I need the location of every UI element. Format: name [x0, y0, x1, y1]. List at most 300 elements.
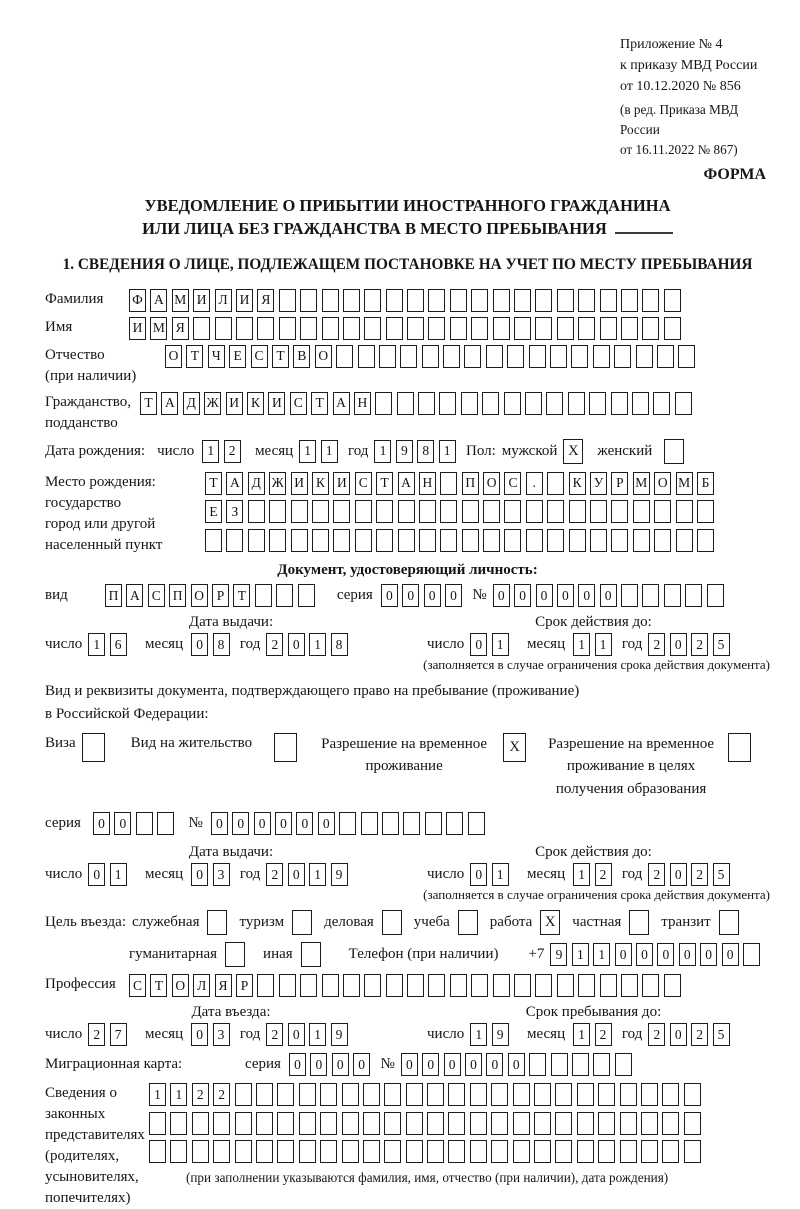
char-cell[interactable]: [572, 1053, 589, 1076]
char-cell[interactable]: 0: [254, 812, 271, 835]
char-cell[interactable]: Т: [272, 345, 289, 368]
char-cell[interactable]: [491, 1112, 508, 1135]
char-cell[interactable]: [363, 1112, 380, 1135]
purpose-work-checkbox[interactable]: X: [540, 910, 560, 935]
char-cell[interactable]: 0: [289, 1053, 306, 1076]
char-cell[interactable]: [642, 974, 659, 997]
char-cell[interactable]: [422, 345, 439, 368]
char-cell[interactable]: [590, 500, 607, 523]
char-cell[interactable]: К: [247, 392, 264, 415]
char-cell[interactable]: [513, 1140, 530, 1163]
char-cell[interactable]: 0: [288, 1023, 305, 1046]
char-cell[interactable]: [407, 289, 424, 312]
char-cell[interactable]: С: [504, 472, 521, 495]
char-cell[interactable]: Р: [236, 974, 253, 997]
char-cell[interactable]: 0: [114, 812, 131, 835]
edu-residence-checkbox[interactable]: [728, 733, 751, 762]
char-cell[interactable]: [557, 289, 574, 312]
char-cell[interactable]: 3: [213, 1023, 230, 1046]
char-cell[interactable]: А: [226, 472, 243, 495]
char-cell[interactable]: [529, 345, 546, 368]
char-cell[interactable]: 0: [536, 584, 553, 607]
char-cell[interactable]: [277, 1083, 294, 1106]
char-cell[interactable]: 2: [691, 633, 708, 656]
purpose-other-checkbox[interactable]: [301, 942, 321, 967]
char-cell[interactable]: [697, 500, 714, 523]
char-cell[interactable]: 1: [573, 633, 590, 656]
char-cell[interactable]: [213, 1112, 230, 1135]
char-cell[interactable]: 0: [465, 1053, 482, 1076]
char-cell[interactable]: [654, 529, 671, 552]
char-cell[interactable]: [235, 1140, 252, 1163]
char-cell[interactable]: [333, 500, 350, 523]
char-cell[interactable]: [568, 392, 585, 415]
char-cell[interactable]: [611, 392, 628, 415]
char-cell[interactable]: П: [169, 584, 186, 607]
residence-permit-checkbox[interactable]: [274, 733, 297, 762]
char-cell[interactable]: [343, 289, 360, 312]
char-cell[interactable]: 1: [110, 863, 127, 886]
char-cell[interactable]: [192, 1112, 209, 1135]
char-cell[interactable]: [578, 974, 595, 997]
char-cell[interactable]: И: [333, 472, 350, 495]
char-cell[interactable]: [355, 529, 372, 552]
char-cell[interactable]: Н: [419, 472, 436, 495]
char-cell[interactable]: М: [150, 317, 167, 340]
char-cell[interactable]: [448, 1140, 465, 1163]
char-cell[interactable]: А: [150, 289, 167, 312]
char-cell[interactable]: [255, 584, 272, 607]
char-cell[interactable]: 9: [492, 1023, 509, 1046]
char-cell[interactable]: [450, 289, 467, 312]
char-cell[interactable]: О: [191, 584, 208, 607]
char-cell[interactable]: [569, 529, 586, 552]
char-cell[interactable]: 0: [470, 633, 487, 656]
char-cell[interactable]: [504, 529, 521, 552]
char-cell[interactable]: 2: [691, 863, 708, 886]
char-cell[interactable]: [697, 529, 714, 552]
char-cell[interactable]: 1: [309, 863, 326, 886]
char-cell[interactable]: [446, 812, 463, 835]
char-cell[interactable]: 5: [713, 1023, 730, 1046]
char-cell[interactable]: [589, 392, 606, 415]
char-cell[interactable]: [382, 812, 399, 835]
char-cell[interactable]: [450, 974, 467, 997]
char-cell[interactable]: 0: [232, 812, 249, 835]
char-cell[interactable]: [593, 1053, 610, 1076]
char-cell[interactable]: Л: [215, 289, 232, 312]
char-cell[interactable]: [633, 500, 650, 523]
char-cell[interactable]: [364, 317, 381, 340]
char-cell[interactable]: [470, 1083, 487, 1106]
char-cell[interactable]: [322, 289, 339, 312]
char-cell[interactable]: [621, 317, 638, 340]
char-cell[interactable]: Л: [193, 974, 210, 997]
char-cell[interactable]: [620, 1112, 637, 1135]
char-cell[interactable]: М: [633, 472, 650, 495]
char-cell[interactable]: [534, 1112, 551, 1135]
char-cell[interactable]: [491, 1140, 508, 1163]
purpose-transit-checkbox[interactable]: [719, 910, 739, 935]
char-cell[interactable]: [398, 500, 415, 523]
char-cell[interactable]: [614, 345, 631, 368]
char-cell[interactable]: [578, 317, 595, 340]
char-cell[interactable]: [320, 1112, 337, 1135]
char-cell[interactable]: 0: [288, 633, 305, 656]
char-cell[interactable]: [493, 317, 510, 340]
char-cell[interactable]: [236, 317, 253, 340]
char-cell[interactable]: [406, 1083, 423, 1106]
char-cell[interactable]: [256, 1140, 273, 1163]
char-cell[interactable]: [361, 812, 378, 835]
char-cell[interactable]: [664, 317, 681, 340]
char-cell[interactable]: Т: [186, 345, 203, 368]
char-cell[interactable]: 0: [211, 812, 228, 835]
char-cell[interactable]: [342, 1083, 359, 1106]
char-cell[interactable]: [535, 317, 552, 340]
char-cell[interactable]: [400, 345, 417, 368]
char-cell[interactable]: 1: [170, 1083, 187, 1106]
char-cell[interactable]: [279, 289, 296, 312]
char-cell[interactable]: [439, 392, 456, 415]
char-cell[interactable]: Т: [376, 472, 393, 495]
char-cell[interactable]: 1: [149, 1083, 166, 1106]
char-cell[interactable]: 1: [309, 633, 326, 656]
char-cell[interactable]: [621, 584, 638, 607]
char-cell[interactable]: К: [569, 472, 586, 495]
char-cell[interactable]: 1: [439, 440, 456, 463]
char-cell[interactable]: С: [129, 974, 146, 997]
char-cell[interactable]: [375, 392, 392, 415]
char-cell[interactable]: И: [129, 317, 146, 340]
char-cell[interactable]: 1: [309, 1023, 326, 1046]
char-cell[interactable]: [291, 529, 308, 552]
char-cell[interactable]: [654, 500, 671, 523]
char-cell[interactable]: [620, 1083, 637, 1106]
char-cell[interactable]: [333, 529, 350, 552]
char-cell[interactable]: [471, 289, 488, 312]
char-cell[interactable]: [633, 529, 650, 552]
char-cell[interactable]: [534, 1083, 551, 1106]
char-cell[interactable]: Я: [215, 974, 232, 997]
char-cell[interactable]: Б: [697, 472, 714, 495]
char-cell[interactable]: [379, 345, 396, 368]
char-cell[interactable]: [615, 1053, 632, 1076]
char-cell[interactable]: С: [290, 392, 307, 415]
char-cell[interactable]: [448, 1112, 465, 1135]
char-cell[interactable]: О: [483, 472, 500, 495]
char-cell[interactable]: [397, 392, 414, 415]
purpose-tourism-checkbox[interactable]: [292, 910, 312, 935]
char-cell[interactable]: [577, 1112, 594, 1135]
char-cell[interactable]: [547, 529, 564, 552]
char-cell[interactable]: 1: [492, 633, 509, 656]
char-cell[interactable]: [312, 529, 329, 552]
char-cell[interactable]: О: [172, 974, 189, 997]
char-cell[interactable]: 5: [713, 863, 730, 886]
char-cell[interactable]: С: [251, 345, 268, 368]
char-cell[interactable]: [257, 317, 274, 340]
char-cell[interactable]: [298, 584, 315, 607]
purpose-private-checkbox[interactable]: [629, 910, 649, 935]
char-cell[interactable]: [598, 1112, 615, 1135]
char-cell[interactable]: О: [654, 472, 671, 495]
char-cell[interactable]: 8: [417, 440, 434, 463]
char-cell[interactable]: 9: [550, 943, 567, 966]
char-cell[interactable]: Н: [354, 392, 371, 415]
char-cell[interactable]: [418, 392, 435, 415]
char-cell[interactable]: А: [126, 584, 143, 607]
char-cell[interactable]: Д: [248, 472, 265, 495]
char-cell[interactable]: [504, 392, 521, 415]
char-cell[interactable]: П: [105, 584, 122, 607]
char-cell[interactable]: 0: [381, 584, 398, 607]
char-cell[interactable]: П: [462, 472, 479, 495]
char-cell[interactable]: 2: [595, 863, 612, 886]
char-cell[interactable]: [462, 500, 479, 523]
char-cell[interactable]: [363, 1083, 380, 1106]
char-cell[interactable]: К: [312, 472, 329, 495]
char-cell[interactable]: 0: [486, 1053, 503, 1076]
char-cell[interactable]: [676, 529, 693, 552]
char-cell[interactable]: [664, 584, 681, 607]
char-cell[interactable]: [507, 345, 524, 368]
char-cell[interactable]: [557, 974, 574, 997]
char-cell[interactable]: [493, 974, 510, 997]
char-cell[interactable]: 2: [595, 1023, 612, 1046]
char-cell[interactable]: 2: [691, 1023, 708, 1046]
char-cell[interactable]: Т: [311, 392, 328, 415]
char-cell[interactable]: [170, 1140, 187, 1163]
char-cell[interactable]: Я: [257, 289, 274, 312]
char-cell[interactable]: 2: [648, 1023, 665, 1046]
char-cell[interactable]: 2: [266, 633, 283, 656]
char-cell[interactable]: [384, 1140, 401, 1163]
char-cell[interactable]: [642, 317, 659, 340]
char-cell[interactable]: 1: [470, 1023, 487, 1046]
char-cell[interactable]: [248, 529, 265, 552]
char-cell[interactable]: [577, 1083, 594, 1106]
char-cell[interactable]: [276, 584, 293, 607]
char-cell[interactable]: [664, 289, 681, 312]
char-cell[interactable]: 8: [213, 633, 230, 656]
char-cell[interactable]: [386, 317, 403, 340]
char-cell[interactable]: [571, 345, 588, 368]
char-cell[interactable]: 0: [508, 1053, 525, 1076]
char-cell[interactable]: М: [676, 472, 693, 495]
char-cell[interactable]: [443, 345, 460, 368]
char-cell[interactable]: [256, 1083, 273, 1106]
char-cell[interactable]: 1: [492, 863, 509, 886]
char-cell[interactable]: [406, 1112, 423, 1135]
char-cell[interactable]: [428, 974, 445, 997]
char-cell[interactable]: Е: [205, 500, 222, 523]
char-cell[interactable]: [226, 529, 243, 552]
char-cell[interactable]: [343, 317, 360, 340]
char-cell[interactable]: [427, 1112, 444, 1135]
char-cell[interactable]: А: [161, 392, 178, 415]
char-cell[interactable]: И: [226, 392, 243, 415]
char-cell[interactable]: [555, 1083, 572, 1106]
char-cell[interactable]: 0: [470, 863, 487, 886]
char-cell[interactable]: 0: [670, 863, 687, 886]
char-cell[interactable]: [384, 1083, 401, 1106]
char-cell[interactable]: 1: [299, 440, 316, 463]
char-cell[interactable]: [529, 1053, 546, 1076]
char-cell[interactable]: 0: [514, 584, 531, 607]
char-cell[interactable]: [662, 1140, 679, 1163]
char-cell[interactable]: [557, 317, 574, 340]
char-cell[interactable]: [427, 1140, 444, 1163]
male-checkbox[interactable]: X: [563, 439, 583, 464]
char-cell[interactable]: 8: [331, 633, 348, 656]
char-cell[interactable]: [428, 317, 445, 340]
char-cell[interactable]: [684, 1083, 701, 1106]
char-cell[interactable]: [534, 1140, 551, 1163]
char-cell[interactable]: [641, 1112, 658, 1135]
char-cell[interactable]: [406, 1140, 423, 1163]
char-cell[interactable]: [462, 529, 479, 552]
char-cell[interactable]: Т: [140, 392, 157, 415]
char-cell[interactable]: [376, 500, 393, 523]
char-cell[interactable]: И: [193, 289, 210, 312]
char-cell[interactable]: 0: [332, 1053, 349, 1076]
char-cell[interactable]: [468, 812, 485, 835]
char-cell[interactable]: [300, 974, 317, 997]
char-cell[interactable]: [504, 500, 521, 523]
char-cell[interactable]: [483, 500, 500, 523]
purpose-study-checkbox[interactable]: [458, 910, 478, 935]
char-cell[interactable]: [514, 317, 531, 340]
char-cell[interactable]: 1: [88, 633, 105, 656]
char-cell[interactable]: [470, 1112, 487, 1135]
char-cell[interactable]: [493, 289, 510, 312]
char-cell[interactable]: [320, 1140, 337, 1163]
char-cell[interactable]: 9: [331, 1023, 348, 1046]
char-cell[interactable]: 2: [88, 1023, 105, 1046]
char-cell[interactable]: [593, 345, 610, 368]
char-cell[interactable]: Р: [611, 472, 628, 495]
char-cell[interactable]: [526, 500, 543, 523]
char-cell[interactable]: [363, 1140, 380, 1163]
char-cell[interactable]: [471, 974, 488, 997]
char-cell[interactable]: [577, 1140, 594, 1163]
char-cell[interactable]: Я: [172, 317, 189, 340]
char-cell[interactable]: [461, 392, 478, 415]
char-cell[interactable]: [636, 345, 653, 368]
char-cell[interactable]: [513, 1083, 530, 1106]
char-cell[interactable]: [149, 1140, 166, 1163]
char-cell[interactable]: З: [226, 500, 243, 523]
char-cell[interactable]: [342, 1112, 359, 1135]
char-cell[interactable]: [291, 500, 308, 523]
char-cell[interactable]: [403, 812, 420, 835]
char-cell[interactable]: 0: [191, 1023, 208, 1046]
char-cell[interactable]: [675, 392, 692, 415]
char-cell[interactable]: [355, 500, 372, 523]
char-cell[interactable]: [407, 317, 424, 340]
char-cell[interactable]: 0: [93, 812, 110, 835]
visa-checkbox[interactable]: [82, 733, 105, 762]
char-cell[interactable]: [555, 1140, 572, 1163]
char-cell[interactable]: [450, 317, 467, 340]
char-cell[interactable]: У: [590, 472, 607, 495]
char-cell[interactable]: [676, 500, 693, 523]
char-cell[interactable]: 0: [444, 1053, 461, 1076]
char-cell[interactable]: 0: [670, 633, 687, 656]
char-cell[interactable]: [386, 289, 403, 312]
char-cell[interactable]: [707, 584, 724, 607]
char-cell[interactable]: 0: [700, 943, 717, 966]
char-cell[interactable]: 2: [266, 1023, 283, 1046]
char-cell[interactable]: [621, 289, 638, 312]
char-cell[interactable]: [642, 584, 659, 607]
char-cell[interactable]: 0: [353, 1053, 370, 1076]
char-cell[interactable]: [632, 392, 649, 415]
char-cell[interactable]: 0: [578, 584, 595, 607]
char-cell[interactable]: [269, 500, 286, 523]
char-cell[interactable]: 0: [422, 1053, 439, 1076]
char-cell[interactable]: Ж: [204, 392, 221, 415]
char-cell[interactable]: [685, 584, 702, 607]
char-cell[interactable]: 1: [321, 440, 338, 463]
char-cell[interactable]: [322, 317, 339, 340]
char-cell[interactable]: [743, 943, 760, 966]
char-cell[interactable]: [482, 392, 499, 415]
char-cell[interactable]: [525, 392, 542, 415]
char-cell[interactable]: 0: [318, 812, 335, 835]
char-cell[interactable]: [257, 974, 274, 997]
char-cell[interactable]: [425, 812, 442, 835]
char-cell[interactable]: 0: [191, 633, 208, 656]
char-cell[interactable]: [215, 317, 232, 340]
char-cell[interactable]: 0: [679, 943, 696, 966]
char-cell[interactable]: [526, 529, 543, 552]
char-cell[interactable]: [470, 1140, 487, 1163]
char-cell[interactable]: 3: [213, 863, 230, 886]
char-cell[interactable]: 0: [600, 584, 617, 607]
char-cell[interactable]: [419, 500, 436, 523]
char-cell[interactable]: [248, 500, 265, 523]
char-cell[interactable]: 6: [110, 633, 127, 656]
char-cell[interactable]: [343, 974, 360, 997]
female-checkbox[interactable]: [664, 439, 684, 464]
char-cell[interactable]: [600, 974, 617, 997]
char-cell[interactable]: [407, 974, 424, 997]
char-cell[interactable]: [320, 1083, 337, 1106]
char-cell[interactable]: [277, 1140, 294, 1163]
char-cell[interactable]: [590, 529, 607, 552]
char-cell[interactable]: [641, 1083, 658, 1106]
char-cell[interactable]: [364, 974, 381, 997]
char-cell[interactable]: [611, 500, 628, 523]
char-cell[interactable]: 0: [636, 943, 653, 966]
char-cell[interactable]: [621, 974, 638, 997]
char-cell[interactable]: 9: [331, 863, 348, 886]
char-cell[interactable]: [136, 812, 153, 835]
char-cell[interactable]: [279, 974, 296, 997]
char-cell[interactable]: [684, 1112, 701, 1135]
char-cell[interactable]: [641, 1140, 658, 1163]
char-cell[interactable]: Т: [205, 472, 222, 495]
char-cell[interactable]: [546, 392, 563, 415]
char-cell[interactable]: 2: [648, 863, 665, 886]
char-cell[interactable]: Е: [229, 345, 246, 368]
char-cell[interactable]: [398, 529, 415, 552]
char-cell[interactable]: [569, 500, 586, 523]
char-cell[interactable]: 1: [572, 943, 589, 966]
char-cell[interactable]: И: [236, 289, 253, 312]
